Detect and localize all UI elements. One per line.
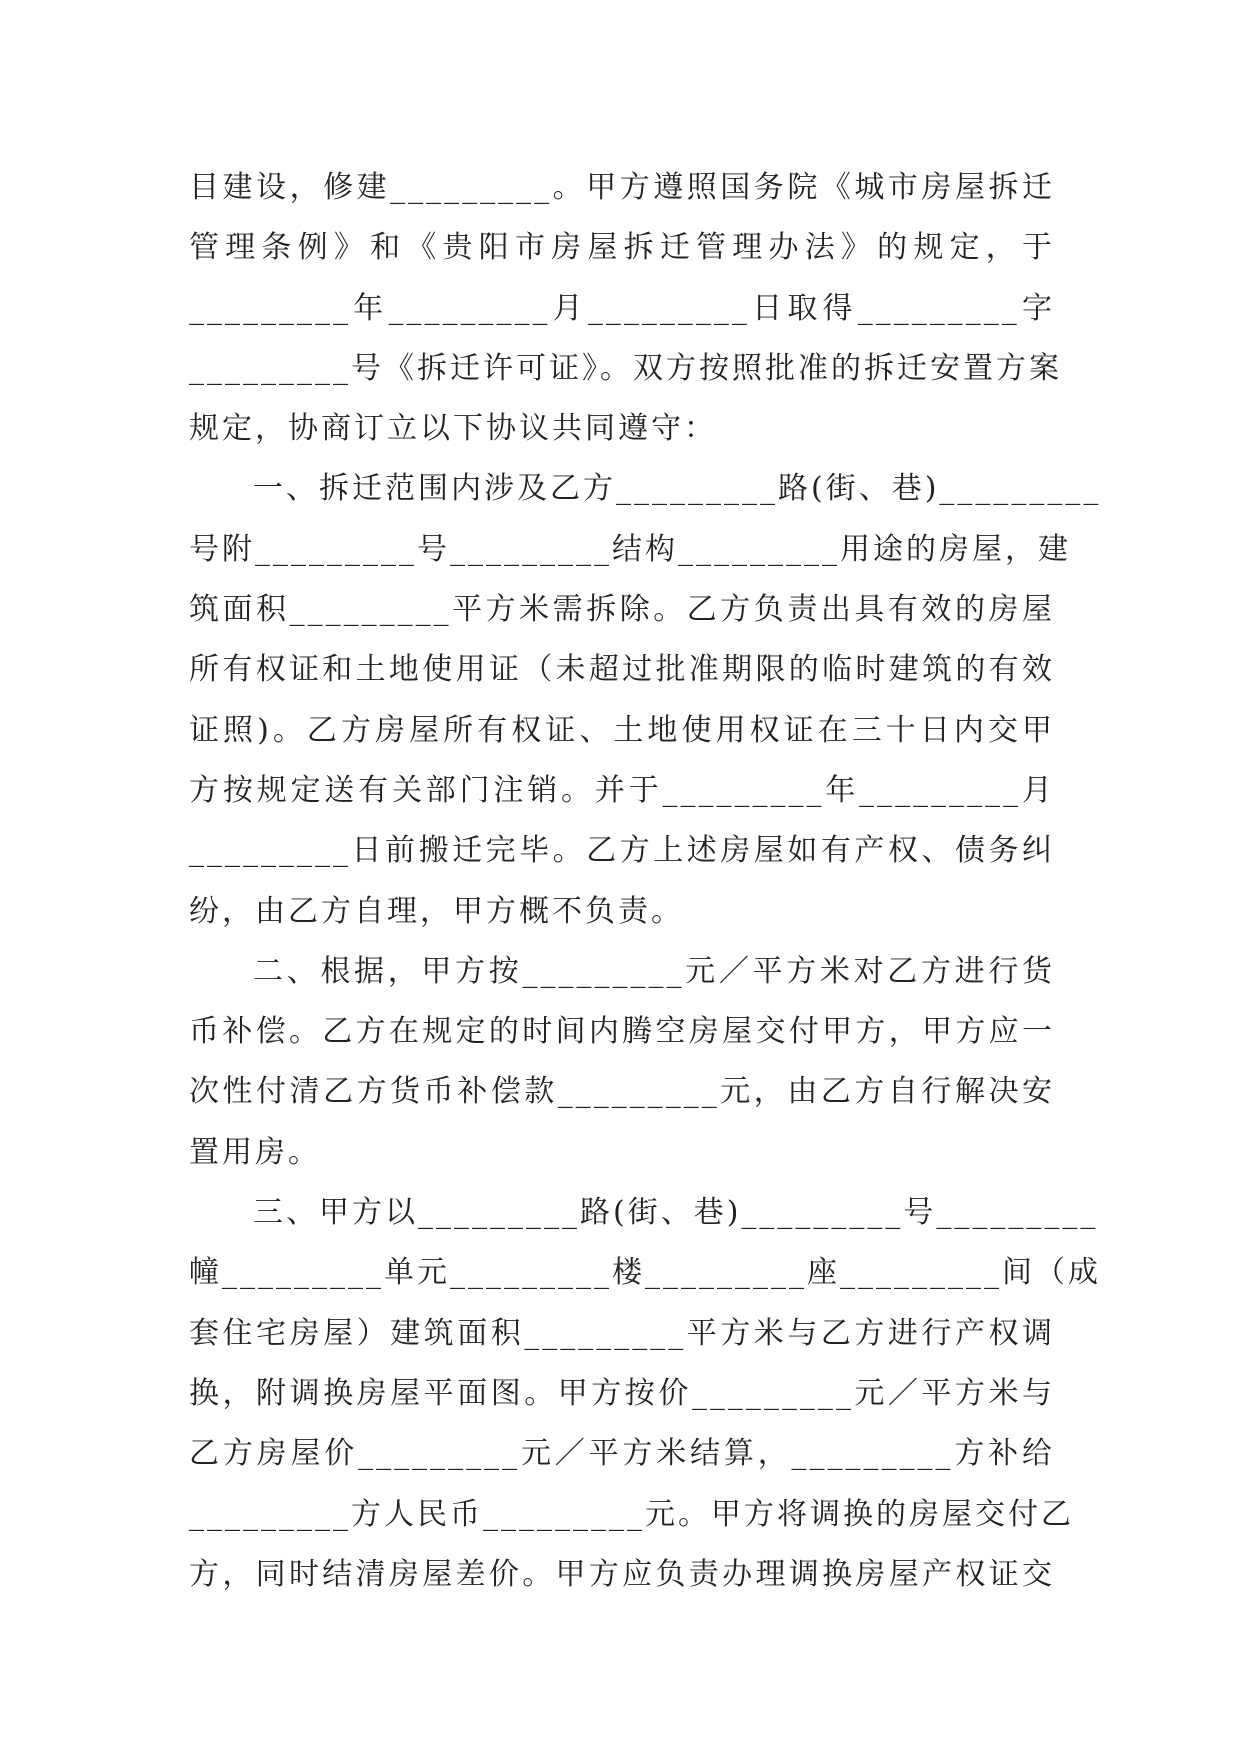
text-line: 纷，由乙方自理，甲方概不负责。 — [189, 893, 684, 929]
text-line: 套住宅房屋）建筑面积_________平方米与乙方进行产权调 — [189, 1315, 1055, 1351]
text-line: 方，同时结清房屋差价。甲方应负责办理调换房屋产权证交 — [189, 1556, 1055, 1592]
text-line: _________号《拆迁许可证》。双方按照批准的拆迁安置方案 — [189, 350, 1062, 386]
text-line: 一、拆迁范围内涉及乙方_________路(街、巷)_________ — [253, 471, 1102, 507]
text-line: 方按规定送有关部门注销。并于_________年_________月 — [189, 772, 1055, 808]
agreement-body-text — [189, 158, 1102, 1605]
text-line: 目建设，修建_________。甲方遵照国务院《城市房屋拆迁 — [189, 170, 1055, 205]
text-line: _________方人民币_________元。甲方将调换的房屋交付乙 — [189, 1496, 1074, 1532]
text-line: 号附_________号_________结构_________用途的房屋，建 — [189, 531, 1071, 567]
text-line: 乙方房屋价_________元／平方米结算，_________方补给 — [189, 1436, 1055, 1472]
text-line: 币补偿。乙方在规定的时间内腾空房屋交付甲方，甲方应一 — [189, 1014, 1055, 1050]
text-line: 管理条例》和《贵阳市房屋拆迁管理办法》的规定，于 — [189, 230, 1055, 266]
text-line: 三、甲方以_________路(街、巷)_________号_________ — [253, 1195, 1099, 1231]
text-line: 证照)。乙方房屋所有权证、土地使用权证在三十日内交甲 — [189, 712, 1055, 748]
text-line: 所有权证和土地使用证（未超过批准期限的临时建筑的有效 — [189, 652, 1055, 688]
text-line: 规定，协商订立以下协议共同遵守： — [189, 411, 717, 447]
text-line: 换，附调换房屋平面图。甲方按价_________元／平方米与 — [189, 1375, 1055, 1411]
text-line: 幢_________单元_________楼_________座_________间（成 — [189, 1255, 1101, 1291]
text-line: 次性付清乙方货币补偿款_________元，由乙方自行解决安 — [189, 1074, 1055, 1110]
text-line: _________年_________月_________日取得_________字 — [189, 290, 1055, 326]
text-line: 筑面积_________平方米需拆除。乙方负责出具有效的房屋 — [189, 592, 1055, 628]
text-line: 置用房。 — [189, 1134, 321, 1170]
text-line: 二、根据，甲方按_________元／平方米对乙方进行货 — [253, 953, 1055, 989]
text-line: _________日前搬迁完毕。乙方上述房屋如有产权、债务纠 — [189, 833, 1055, 869]
